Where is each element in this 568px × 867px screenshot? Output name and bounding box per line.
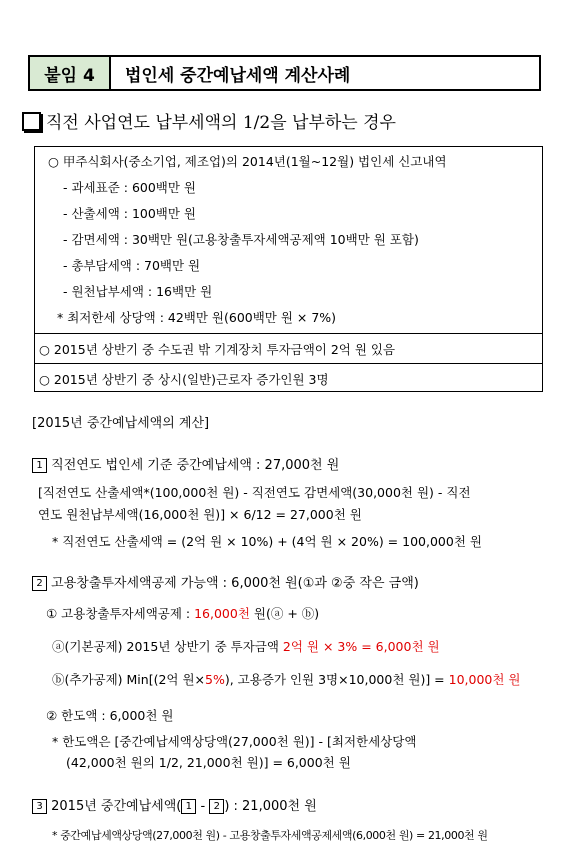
section-3-title [32, 795, 317, 814]
box-line-tax-base: - 과세표준 : 600백만 원 [63, 180, 196, 195]
info-box [34, 146, 543, 392]
section-3-note: * 중간예납세액상당액(27,000천 원) - 고용창출투자세액공제세액(6,000천 원) = 21,000천 원 [52, 829, 488, 842]
additional-credit-label: ⓑ(추가공제) Min[(2억 원× [52, 672, 206, 687]
section-3-dash: - [196, 799, 210, 814]
basic-credit-label: ⓐ(기본공제) 2015년 상반기 중 투자금액 [52, 639, 283, 654]
title-bar [28, 55, 541, 91]
additional-credit-rate: 5% [205, 672, 225, 687]
box-line-investment: ○ 2015년 상반기 중 수도권 밖 기계장치 투자금액이 2억 원 있음 [39, 342, 396, 357]
box-line-minimum-tax: * 최저한세 상당액 : 42백만 원(600백만 원 × 7%) [57, 310, 337, 325]
box-line-total-tax: - 총부담세액 : 70백만 원 [63, 258, 201, 273]
box-line-calculated-tax: - 산출세액 : 100백만 원 [63, 206, 196, 221]
ref-number-2: 2 [209, 799, 224, 814]
credit-item-1-label: ① 고용창출투자세액공제 : [46, 606, 195, 621]
section-number: 3 [32, 799, 47, 814]
additional-credit-amount: 10,000천 원 [448, 672, 521, 687]
section-1-formula-b: 연도 원천납부세액(16,000천 원)] × 6/12 = 27,000천 원 [38, 507, 362, 522]
box-divider [35, 333, 542, 334]
basic-credit-line [52, 637, 440, 655]
section-1-title [32, 454, 339, 473]
box-line-withholding: - 원천납부세액 : 16백만 원 [63, 284, 213, 299]
box-divider [35, 363, 542, 364]
calc-header: [2015년 중간예납세액의 계산] [32, 416, 210, 431]
additional-credit-line [52, 670, 521, 688]
additional-credit-mid: ), 고용증가 인원 3명×10,000천 원)] = [224, 672, 449, 687]
credit-item-1 [46, 604, 319, 622]
box-line-reduced-tax: - 감면세액 : 30백만 원(고용창출투자세액공제액 10백만 원 포함) [63, 232, 419, 247]
section-1-note: * 직전연도 산출세액 = (2억 원 × 10%) + (4억 원 × 20%) = 100,000천 원 [52, 534, 482, 549]
basic-credit-amount: 2억 원 × 3% = 6,000천 원 [282, 639, 440, 654]
box-line-company: ○ 甲주식회사(중소기업, 제조업)의 2014년(1월~12월) 법인세 신고내역 [48, 154, 447, 169]
section-2-title-text: 고용창출투자세액공제 가능액 : 6,000천 원(①과 ②중 작은 금액) [51, 576, 419, 591]
section-3-title-pre: 2015년 중간예납세액( [51, 799, 182, 814]
credit-item-1-tail: 원(ⓐ + ⓑ) [249, 606, 320, 621]
attachment-badge: 붙임 4 [30, 57, 111, 89]
limit-note-a: * 한도액은 [중간예납세액상당액(27,000천 원)] - [최저한세상당액 [52, 734, 417, 749]
section-1-title-text: 직전연도 법인세 기준 중간예납세액 : 27,000천 원 [51, 458, 340, 473]
ref-number-1: 1 [181, 799, 196, 814]
section-heading: 직전 사업연도 납부세액의 1/2을 납부하는 경우 [46, 113, 396, 133]
limit-amount: ② 한도액 : 6,000천 원 [46, 708, 174, 723]
checkbox-icon [22, 112, 41, 131]
section-3-title-post: ) : 21,000천 원 [224, 799, 317, 814]
box-line-employees: ○ 2015년 상반기 중 상시(일반)근로자 증가인원 3명 [39, 372, 329, 387]
credit-item-1-amount: 16,000천 [194, 606, 250, 621]
section-2-title [32, 572, 419, 591]
page-title: 법인세 중간예납세액 계산사례 [125, 65, 351, 86]
section-1-formula-a: [직전연도 산출세액*(100,000천 원) - 직전연도 감면세액(30,000천 원) - 직전 [38, 485, 471, 500]
section-number: 2 [32, 576, 47, 591]
limit-note-b: (42,000천 원의 1/2, 21,000천 원)] = 6,000천 원 [66, 755, 351, 770]
section-number: 1 [32, 458, 47, 473]
